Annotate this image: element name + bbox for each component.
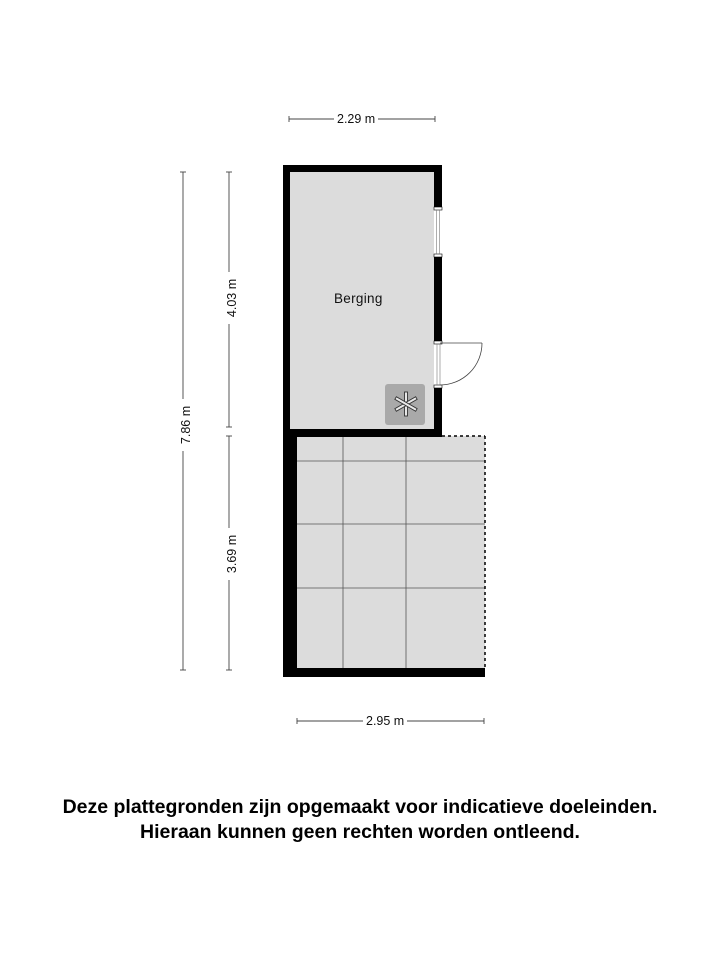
- terrace-wall-bottom: [283, 668, 485, 677]
- dimension-berging-height: 4.03 m: [225, 272, 239, 324]
- disclaimer: [0, 795, 720, 845]
- terrace-wall-left: [283, 429, 297, 677]
- dimension-bottom-width: 2.95 m: [363, 714, 407, 728]
- boiler-cv-icon: [385, 384, 425, 425]
- terrace-floor: [297, 436, 485, 668]
- window: [434, 207, 442, 257]
- room-label-berging: Berging: [334, 291, 383, 306]
- door: [434, 341, 482, 388]
- disclaimer-line-2: Hieraan kunnen geen rechten worden ontleend.: [140, 821, 580, 843]
- disclaimer-line-1: Deze plattegronden zijn opgemaakt voor indicatieve doeleinden.: [62, 796, 658, 818]
- dimension-top-width: 2.29 m: [334, 112, 378, 126]
- dimension-total-height: 7.86 m: [179, 399, 193, 451]
- dimension-terrace-height: 3.69 m: [225, 528, 239, 580]
